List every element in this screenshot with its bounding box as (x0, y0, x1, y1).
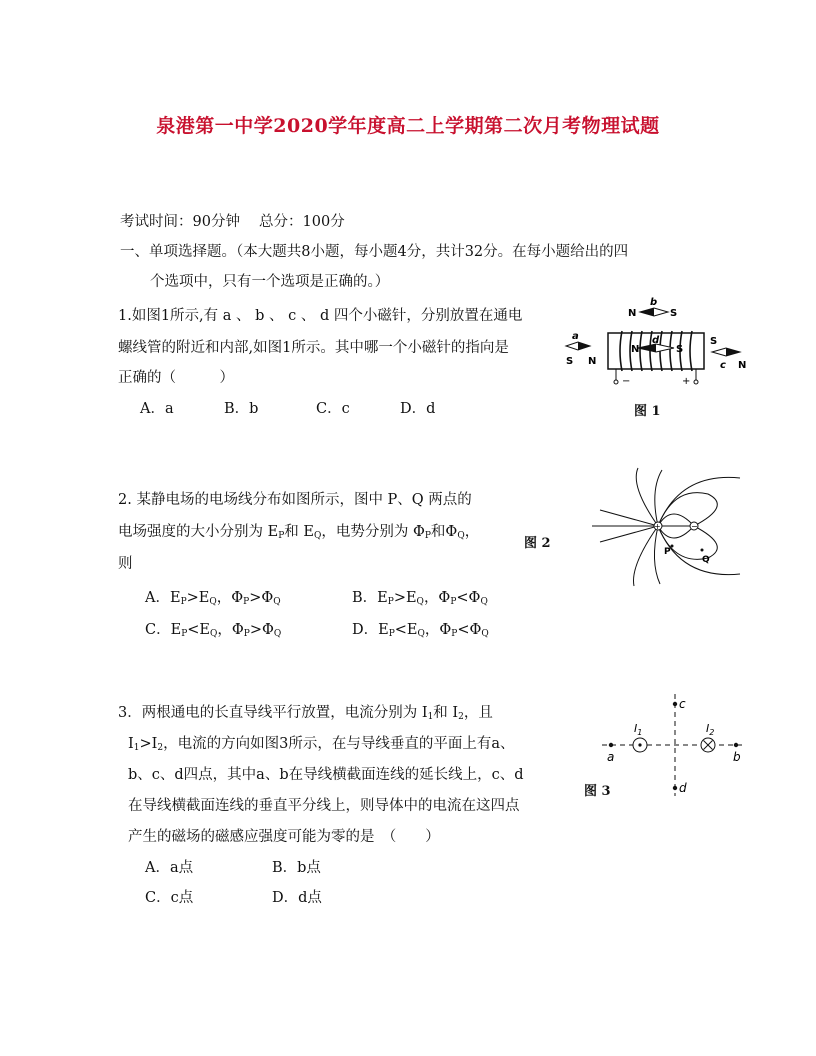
label-I1: $I_1$ (634, 722, 643, 737)
positive-charge: + (654, 522, 661, 531)
figure-1-caption: 图 1 (634, 404, 661, 419)
q2-option-b: B．$E_P>E_Q$，$\Phi_P<\Phi_Q$ (352, 590, 488, 607)
q2-line1: 2. 某静电场的电场线分布如图所示，图中 P、Q 两点的 (118, 492, 472, 508)
q3-line5: 产生的磁场的磁感应强度可能为零的是 （ ） (128, 829, 440, 845)
svg-text:N: N (628, 308, 637, 319)
svg-text:N: N (738, 360, 747, 371)
q1-option-d: D．d (400, 401, 436, 417)
label-I2: $I_2$ (706, 722, 715, 737)
svg-text:S: S (676, 344, 684, 355)
q1-line1: 1.如图1所示,有 a 、 b 、 c 、 d 四个小磁针，分别放置在通电 (118, 308, 523, 324)
plus-terminal: + (682, 376, 691, 387)
svg-text:N: N (588, 356, 597, 367)
q1-line2: 螺线管的附近和内部,如图1所示。其中哪一个小磁针的指向是 (118, 340, 509, 356)
point-a: a (607, 750, 615, 764)
label-Q: Q (702, 555, 710, 565)
section-heading: 一、单项选择题。（本大题共8小题，每小题4分，共计32分。在每小题给出的四 (120, 244, 629, 260)
figure-2-caption: 图 2 (524, 536, 551, 551)
q1-option-a: A．a (140, 401, 174, 417)
negative-charge: − (691, 522, 698, 531)
point-c: c (679, 697, 686, 711)
label-b: b (650, 297, 658, 308)
q3-line4: 在导线横截面连线的垂直平分线上，则导体中的电流在这四点 (128, 798, 520, 814)
q3-option-a: A．a点 (145, 860, 194, 876)
label-P: P (664, 547, 671, 557)
q3-option-b: B．b点 (272, 860, 321, 876)
figure-3-caption: 图 3 (584, 784, 611, 799)
point-d: d (679, 781, 687, 795)
minus-terminal: − (622, 376, 631, 387)
q3-option-d: D．d点 (272, 890, 322, 906)
svg-text:S: S (566, 356, 574, 367)
label-d: d (652, 335, 660, 346)
q1-line3: 正确的（ ） (118, 370, 234, 386)
svg-text:N: N (631, 344, 640, 355)
q1-option-b: B．b (224, 401, 259, 417)
point-b: b (733, 750, 741, 764)
figure-1-solenoid (560, 296, 755, 391)
section-heading-cont: 个选项中，只有一个选项是正确的。） (150, 274, 390, 290)
q2-option-d: D．$E_P<E_Q$，$\Phi_P<\Phi_Q$ (352, 622, 489, 639)
page-title: 泉港第一中学2020学年度高二上学期第二次月考物理试题 (156, 115, 660, 137)
figure-3-wires (598, 690, 748, 800)
q2-line2: 电场强度的大小分别为 $E_P$和 $E_Q$，电势分别为 $\Phi_P$和$\Phi_Q$， (118, 524, 480, 541)
q1-option-c: C．c (316, 401, 350, 417)
q2-option-c: C．$E_P<E_Q$，$\Phi_P>\Phi_Q$ (145, 622, 282, 639)
q2-option-a: A．$E_P>E_Q$，$\Phi_P>\Phi_Q$ (145, 590, 281, 607)
svg-text:S: S (670, 308, 678, 319)
q3-option-c: C．c点 (145, 890, 194, 906)
figure-2-field-lines (590, 466, 750, 588)
q2-line3: 则 (118, 556, 133, 572)
exam-info: 考试时间：90分钟 总分：100分 (120, 214, 345, 230)
svg-text:S: S (710, 336, 718, 347)
q3-line2: $I_1>I_2$，电流的方向如图3所示，在与导线垂直的平面上有a、 (128, 736, 515, 753)
label-c: c (720, 360, 726, 371)
label-a: a (572, 331, 579, 342)
q3-line1: 3．两根通电的长直导线平行放置，电流分别为 $I_1$和 $I_2$，且 (118, 705, 493, 722)
q3-line3: b、c、d四点，其中a、b在导线横截面连线的延长线上，c、d (128, 767, 524, 783)
